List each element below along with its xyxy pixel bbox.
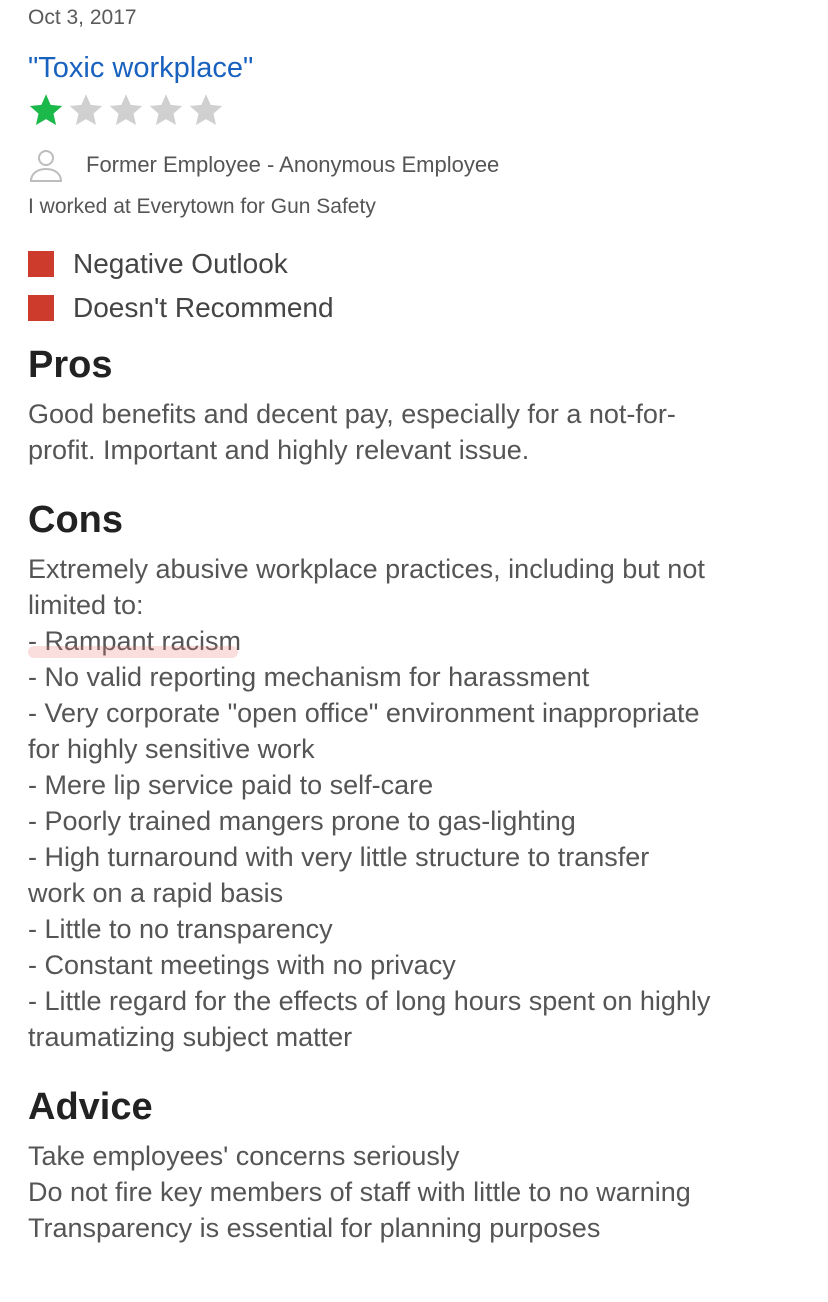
cons-line: - Poorly trained mangers prone to gas-lighting (28, 806, 576, 836)
pros-line: profit. Important and highly relevant issue. (28, 435, 530, 465)
flag-label: Negative Outlook (73, 248, 288, 279)
cons-line: - High turnaround with very little structure to transfer (28, 842, 650, 872)
review-author (28, 146, 499, 184)
star-icon (188, 92, 224, 128)
cons-line: for highly sensitive work (28, 734, 315, 764)
review-date: Oct 3, 2017 (28, 6, 137, 29)
star-icon (108, 92, 144, 128)
star-icon (148, 92, 184, 128)
red-square-icon (28, 251, 54, 277)
cons-line: - Little regard for the effects of long hours spent on highly (28, 986, 711, 1016)
cons-line: - Constant meetings with no privacy (28, 950, 456, 980)
advice-line: Transparency is essential for planning purposes (28, 1213, 601, 1243)
cons-line: - Little to no transparency (28, 914, 333, 944)
pros-text (28, 396, 788, 468)
person-icon (28, 147, 64, 183)
cons-text (28, 551, 788, 1055)
cons-line: work on a rapid basis (28, 878, 284, 908)
star-icon (68, 92, 104, 128)
cons-line: - Mere lip service paid to self-care (28, 770, 434, 800)
advice-heading: Advice (28, 1086, 153, 1128)
cons-line: limited to: (28, 590, 144, 620)
cons-heading: Cons (28, 499, 123, 541)
flag-doesnt-recommend (28, 286, 334, 330)
employer-line: I worked at Everytown for Gun Safety (28, 195, 376, 218)
cons-line: - Rampant racism (28, 623, 788, 659)
star-icon (28, 92, 64, 128)
cons-line: traumatizing subject matter (28, 1022, 353, 1052)
author-label: Former Employee - Anonymous Employee (86, 152, 500, 177)
review-flags (28, 242, 334, 330)
review-title-link[interactable]: "Toxic workplace" (28, 52, 254, 84)
star-rating (28, 92, 224, 132)
red-square-icon (28, 295, 54, 321)
pros-heading: Pros (28, 344, 113, 386)
cons-line: - Very corporate "open office" environment inappropriate (28, 698, 700, 728)
pros-line: Good benefits and decent pay, especially for a not-for- (28, 399, 676, 429)
cons-line: Extremely abusive workplace practices, including but not (28, 554, 705, 584)
advice-line: Take employees' concerns seriously (28, 1141, 460, 1171)
flag-negative-outlook (28, 242, 334, 286)
cons-line: - No valid reporting mechanism for harassment (28, 662, 590, 692)
flag-label: Doesn't Recommend (73, 292, 334, 323)
advice-text (28, 1138, 788, 1246)
advice-line: Do not fire key members of staff with little to no warning (28, 1177, 691, 1207)
